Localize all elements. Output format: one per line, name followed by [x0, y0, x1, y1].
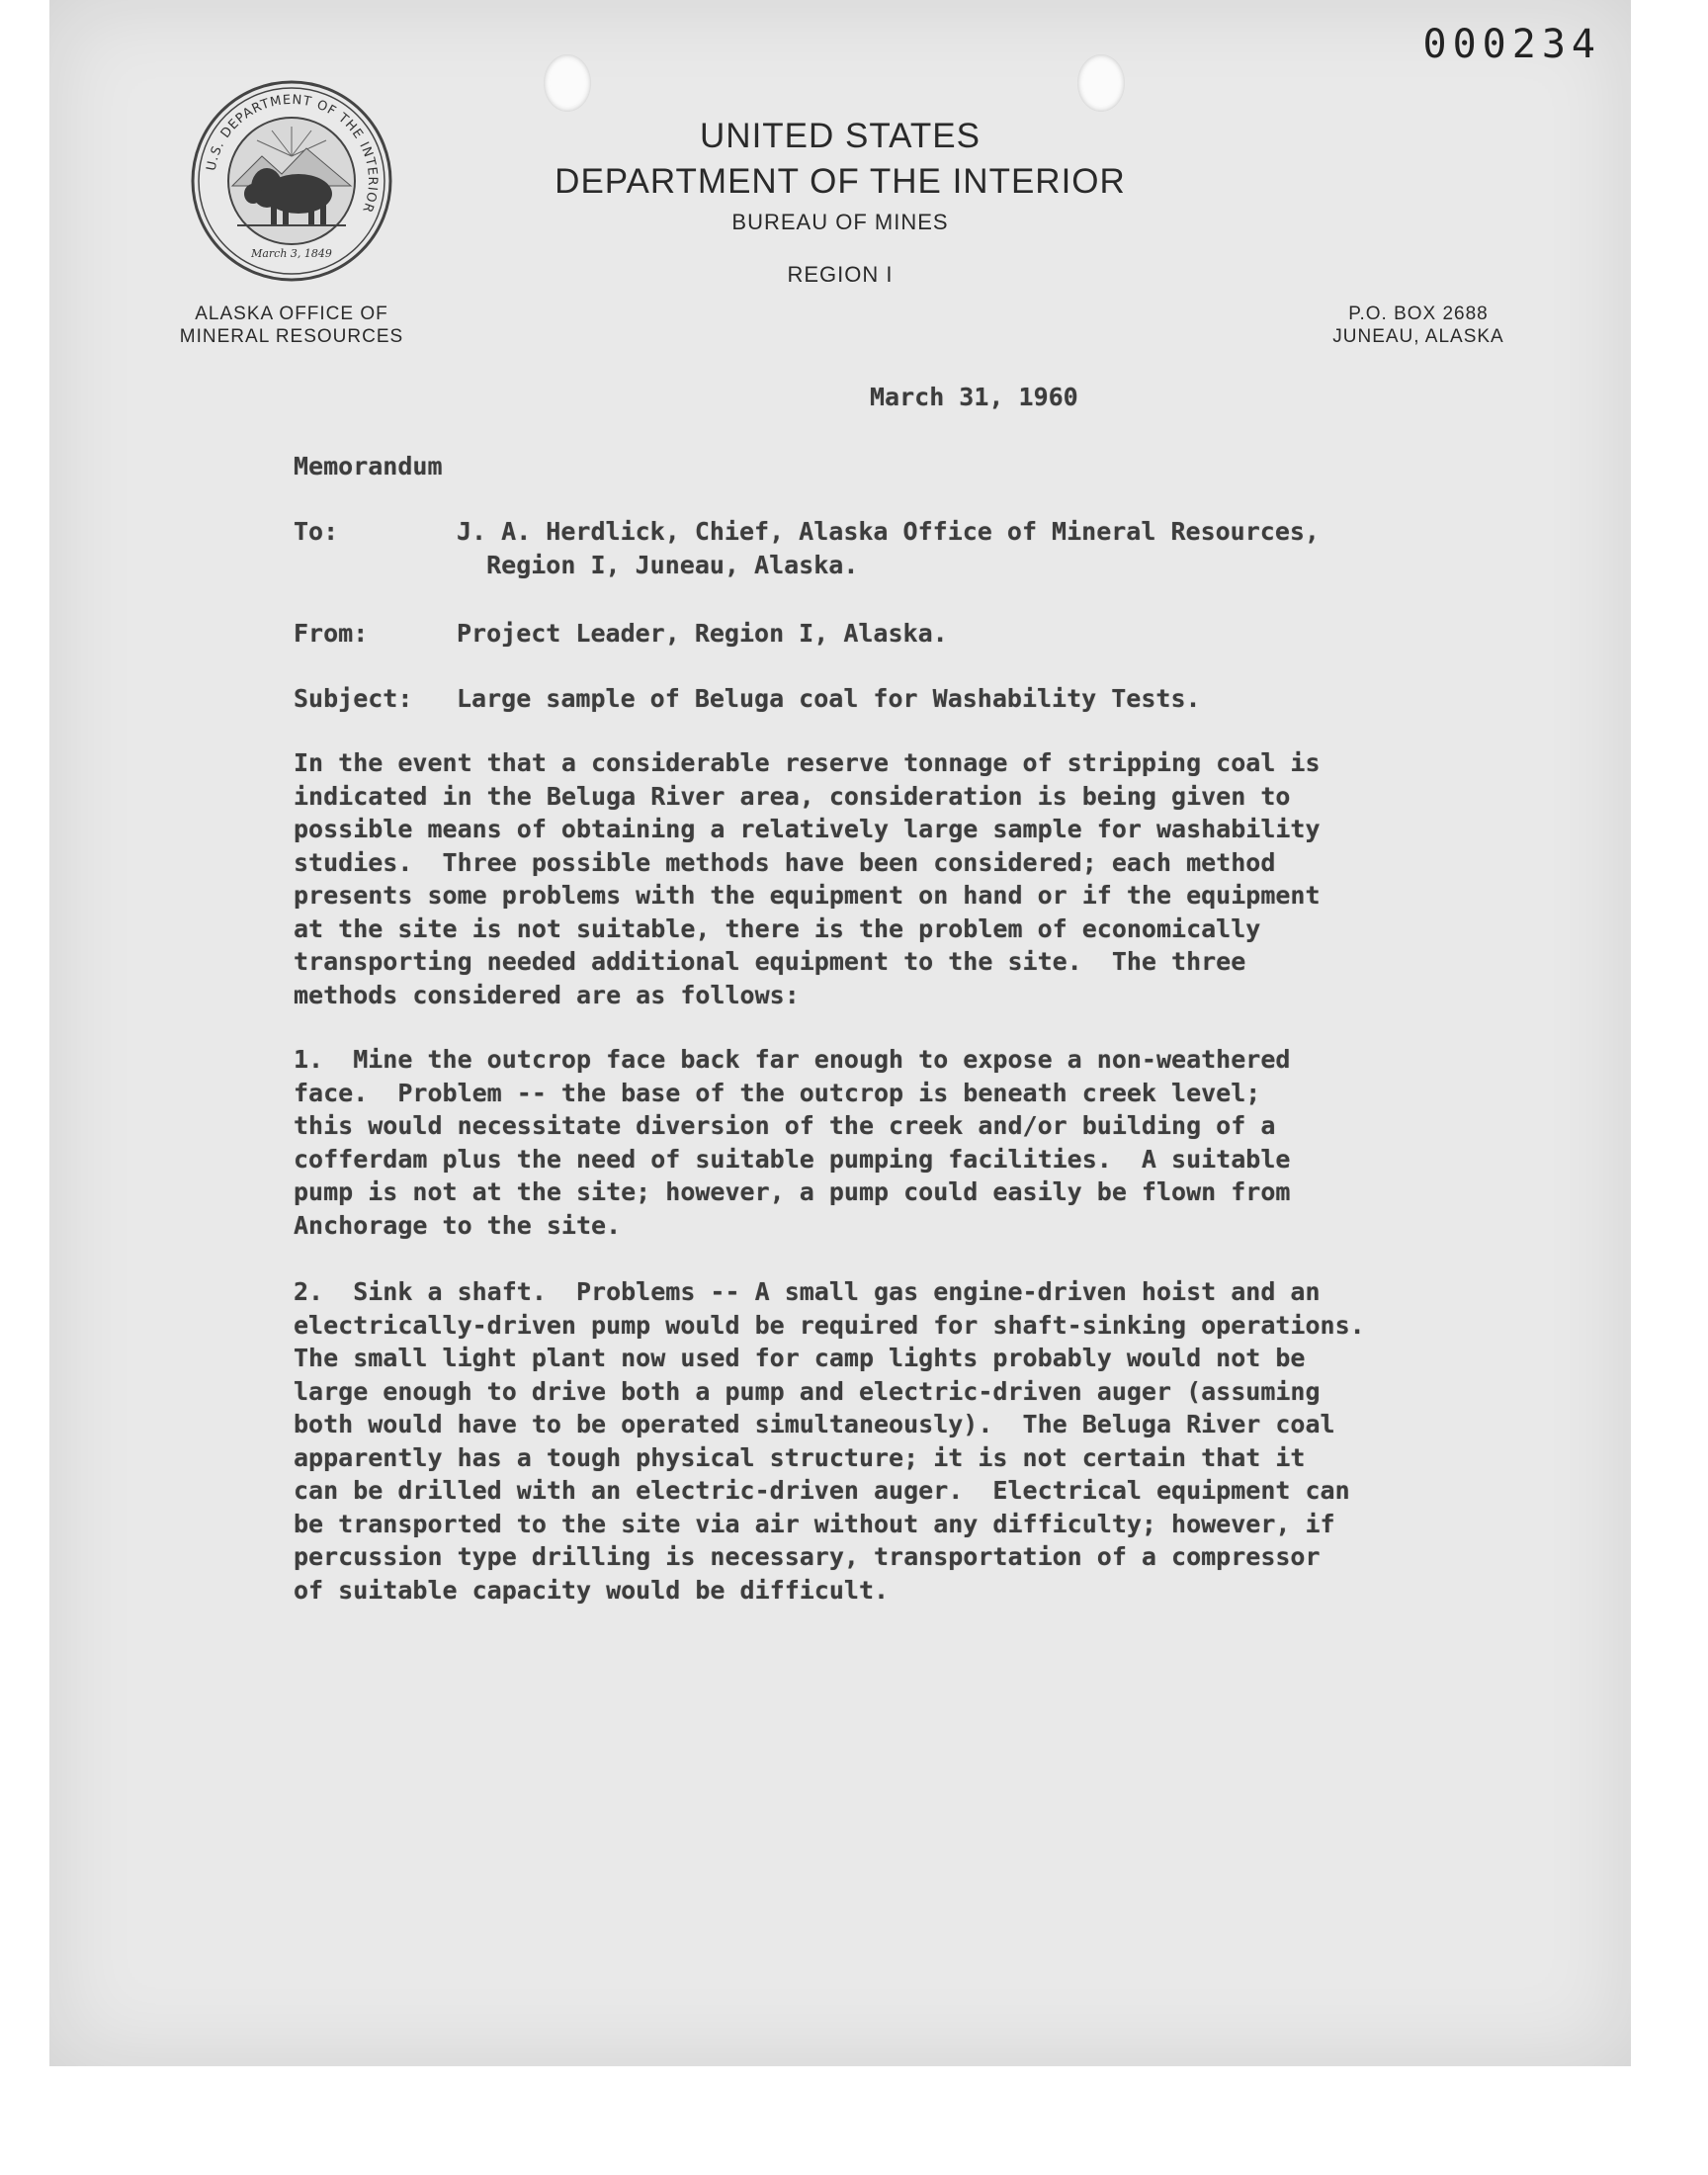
- office-address: P.O. BOX 2688 JUNEAU, ALASKA: [1332, 304, 1504, 347]
- punch-hole-right: [1077, 54, 1125, 112]
- to-label: To:: [294, 517, 339, 546]
- seal-date-text: March 3, 1849: [251, 247, 332, 260]
- paragraph-method-2: 2. Sink a shaft. Problems -- A small gas engine-driven hoist and an electrically-driven pump would be required for shaft-sinking operations. The small light plant now used for camp lights probably would not be large enough to drive both a pump and electric-driven auger (assuming both would have to be operated simultaneously). The Beluga River coal apparently has a tough physical structure; it is not certain that it can be drilled with an electric-driven auger. Electrical equipment can be transported to the site via air without any difficulty; however, if percussion type drilling is necessary, transportation of a compressor of suitable capacity would be difficult.: [294, 1277, 1365, 1605]
- letterhead-country: UNITED STATES: [700, 117, 981, 155]
- letterhead-region: REGION I: [787, 262, 894, 287]
- from-label: From:: [294, 619, 369, 648]
- letterhead-bureau: BUREAU OF MINES: [731, 210, 949, 234]
- subject-value: Large sample of Beluga coal for Washability Tests.: [457, 684, 1201, 713]
- from-value: Project Leader, Region I, Alaska.: [457, 619, 948, 648]
- letterhead-department: DEPARTMENT OF THE INTERIOR: [555, 162, 1126, 201]
- subject-label: Subject:: [294, 684, 413, 713]
- paragraph-method-1: 1. Mine the outcrop face back far enough to expose a non-weathered face. Problem -- the base of the outcrop is beneath creek level; this would necessitate diversion of the creek and/or building of a cofferdam plus the need of suitable pumping facilities. A suitable pump is not at the site; however, a pump could easily be flown from Anchorage to the site.: [294, 1045, 1291, 1240]
- document-page: [49, 0, 1631, 2066]
- to-value: J. A. Herdlick, Chief, Alaska Office of Mineral Resources, Region I, Juneau, Alaska.: [457, 517, 1320, 579]
- memo-label: Memorandum: [294, 452, 443, 480]
- document-number: 000234: [1422, 22, 1601, 67]
- paragraph-intro: In the event that a considerable reserve tonnage of stripping coal is indicated in the Beluga River area, consideration is being given to possible means of obtaining a relatively large sample for washability studies. Three possible methods have been considered; each method presents some problems with the equipment on hand or if the equipment at the site is not suitable, there is the problem of economically transporting needed additional equipment to the site. The three methods considered are as follows:: [294, 748, 1321, 1009]
- memo-date: March 31, 1960: [870, 383, 1078, 411]
- punch-hole-left: [544, 54, 591, 112]
- seal-ring-text: U.S. DEPARTMENT OF THE INTERIOR: [204, 92, 381, 216]
- office-name: ALASKA OFFICE OF MINERAL RESOURCES: [179, 304, 404, 347]
